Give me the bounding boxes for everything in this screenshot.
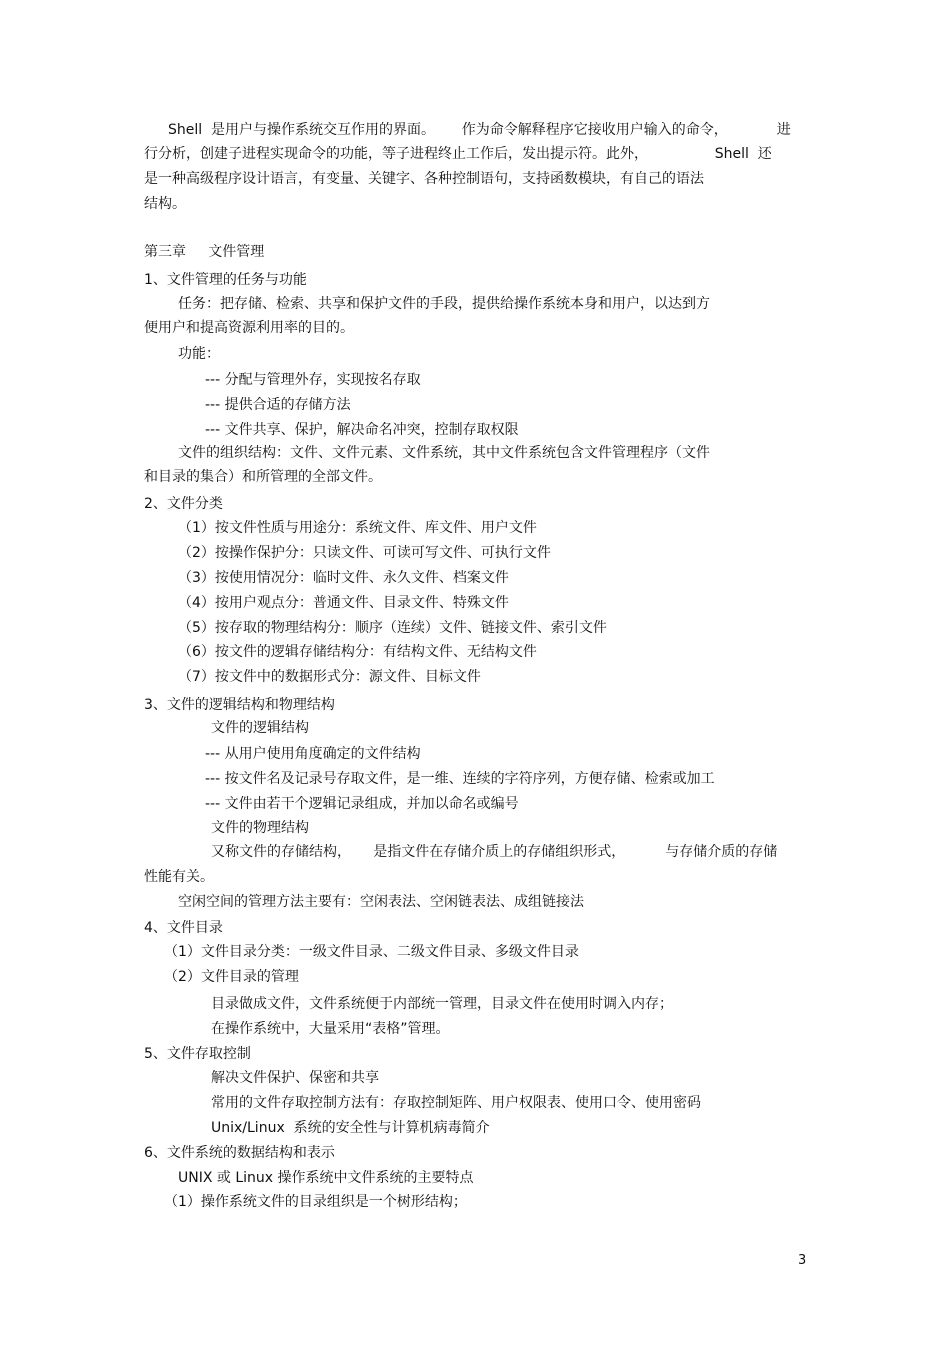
list-item: --- 提供合适的存储方法 [205, 397, 351, 413]
list-item: --- 文件由若干个逻辑记录组成，并加以命名或编号 [205, 796, 519, 812]
section-heading: 3、文件的逻辑结构和物理结构 [144, 697, 335, 713]
text-line: 性能有关。 [144, 869, 214, 885]
page-number: 3 [798, 1253, 807, 1268]
text-line: 便用户和提高资源利用率的目的。 [144, 320, 354, 336]
text-line: 常用的文件存取控制方法有：存取控制矩阵、用户权限表、使用口令、使用密码 [211, 1095, 701, 1111]
section-heading: 1、文件管理的任务与功能 [144, 272, 307, 288]
list-item: （1）操作系统文件的目录组织是一个树形结构； [164, 1194, 467, 1210]
list-item: （2）按操作保护分：只读文件、可读可写文件、可执行文件 [178, 545, 551, 561]
text-line: 结构。 [144, 196, 186, 212]
list-item: --- 按文件名及记录号存取文件，是一维、连续的字符序列，方便存储、检索或加工 [205, 771, 715, 787]
text-line: 行分析，创建子进程实现命令的功能，等子进程终止工作后，发出提示符。此外， Shell 还 [144, 146, 772, 162]
section-heading: 4、文件目录 [144, 920, 223, 936]
text-line: 文件的组织结构：文件、文件元素、文件系统，其中文件系统包含文件管理程序（文件 [178, 445, 710, 461]
chapter-title: 第三章 文件管理 [144, 244, 265, 260]
text-line: 在操作系统中，大量采用“表格”管理。 [211, 1021, 450, 1037]
list-item: （2）文件目录的管理 [164, 969, 299, 985]
text-line: 是一种高级程序设计语言，有变量、关键字、各种控制语句，支持函数模块，有自己的语法 [144, 171, 704, 187]
list-item: （7）按文件中的数据形式分：源文件、目标文件 [178, 669, 481, 685]
section-heading: 6、文件系统的数据结构和表示 [144, 1145, 335, 1161]
list-item: （5）按存取的物理结构分：顺序（连续）文件、链接文件、索引文件 [178, 620, 607, 636]
text-line: 目录做成文件，文件系统便于内部统一管理，目录文件在使用时调入内存； [211, 996, 673, 1012]
list-item: （1）按文件性质与用途分：系统文件、库文件、用户文件 [178, 520, 537, 536]
text-line: 功能： [178, 346, 220, 362]
text-line: 解决文件保护、保密和共享 [211, 1070, 379, 1086]
text-line: Shell 是用户与操作系统交互作用的界面。 作为命令解释程序它接收用户输入的命令， 进 [168, 122, 791, 138]
text-line: 任务：把存储、检索、共享和保护文件的手段，提供给操作系统本身和用户，以达到方 [178, 296, 710, 312]
text-line: UNIX 或 Linux 操作系统中文件系统的主要特点 [178, 1170, 474, 1186]
list-item: --- 分配与管理外存，实现按名存取 [205, 372, 421, 388]
list-item: （3）按使用情况分：临时文件、永久文件、档案文件 [178, 570, 509, 586]
text-line: 文件的逻辑结构 [211, 720, 309, 736]
section-heading: 2、文件分类 [144, 496, 223, 512]
section-heading: 5、文件存取控制 [144, 1046, 251, 1062]
text-line: Unix/Linux 系统的安全性与计算机病毒简介 [211, 1120, 490, 1136]
list-item: （6）按文件的逻辑存储结构分：有结构文件、无结构文件 [178, 644, 537, 660]
text-line: 和目录的集合）和所管理的全部文件。 [144, 469, 382, 485]
list-item: --- 文件共享、保护，解决命名冲突，控制存取权限 [205, 422, 519, 438]
text-line: 文件的物理结构 [211, 820, 309, 836]
list-item: --- 从用户使用角度确定的文件结构 [205, 746, 421, 762]
list-item: （4）按用户观点分：普通文件、目录文件、特殊文件 [178, 595, 509, 611]
text-line: 空闲空间的管理方法主要有：空闲表法、空闲链表法、成组链接法 [178, 894, 584, 910]
text-line: 又称文件的存储结构， 是指文件在存储介质上的存储组织形式， 与存储介质的存储 [211, 844, 778, 860]
list-item: （1）文件目录分类：一级文件目录、二级文件目录、多级文件目录 [164, 944, 579, 960]
